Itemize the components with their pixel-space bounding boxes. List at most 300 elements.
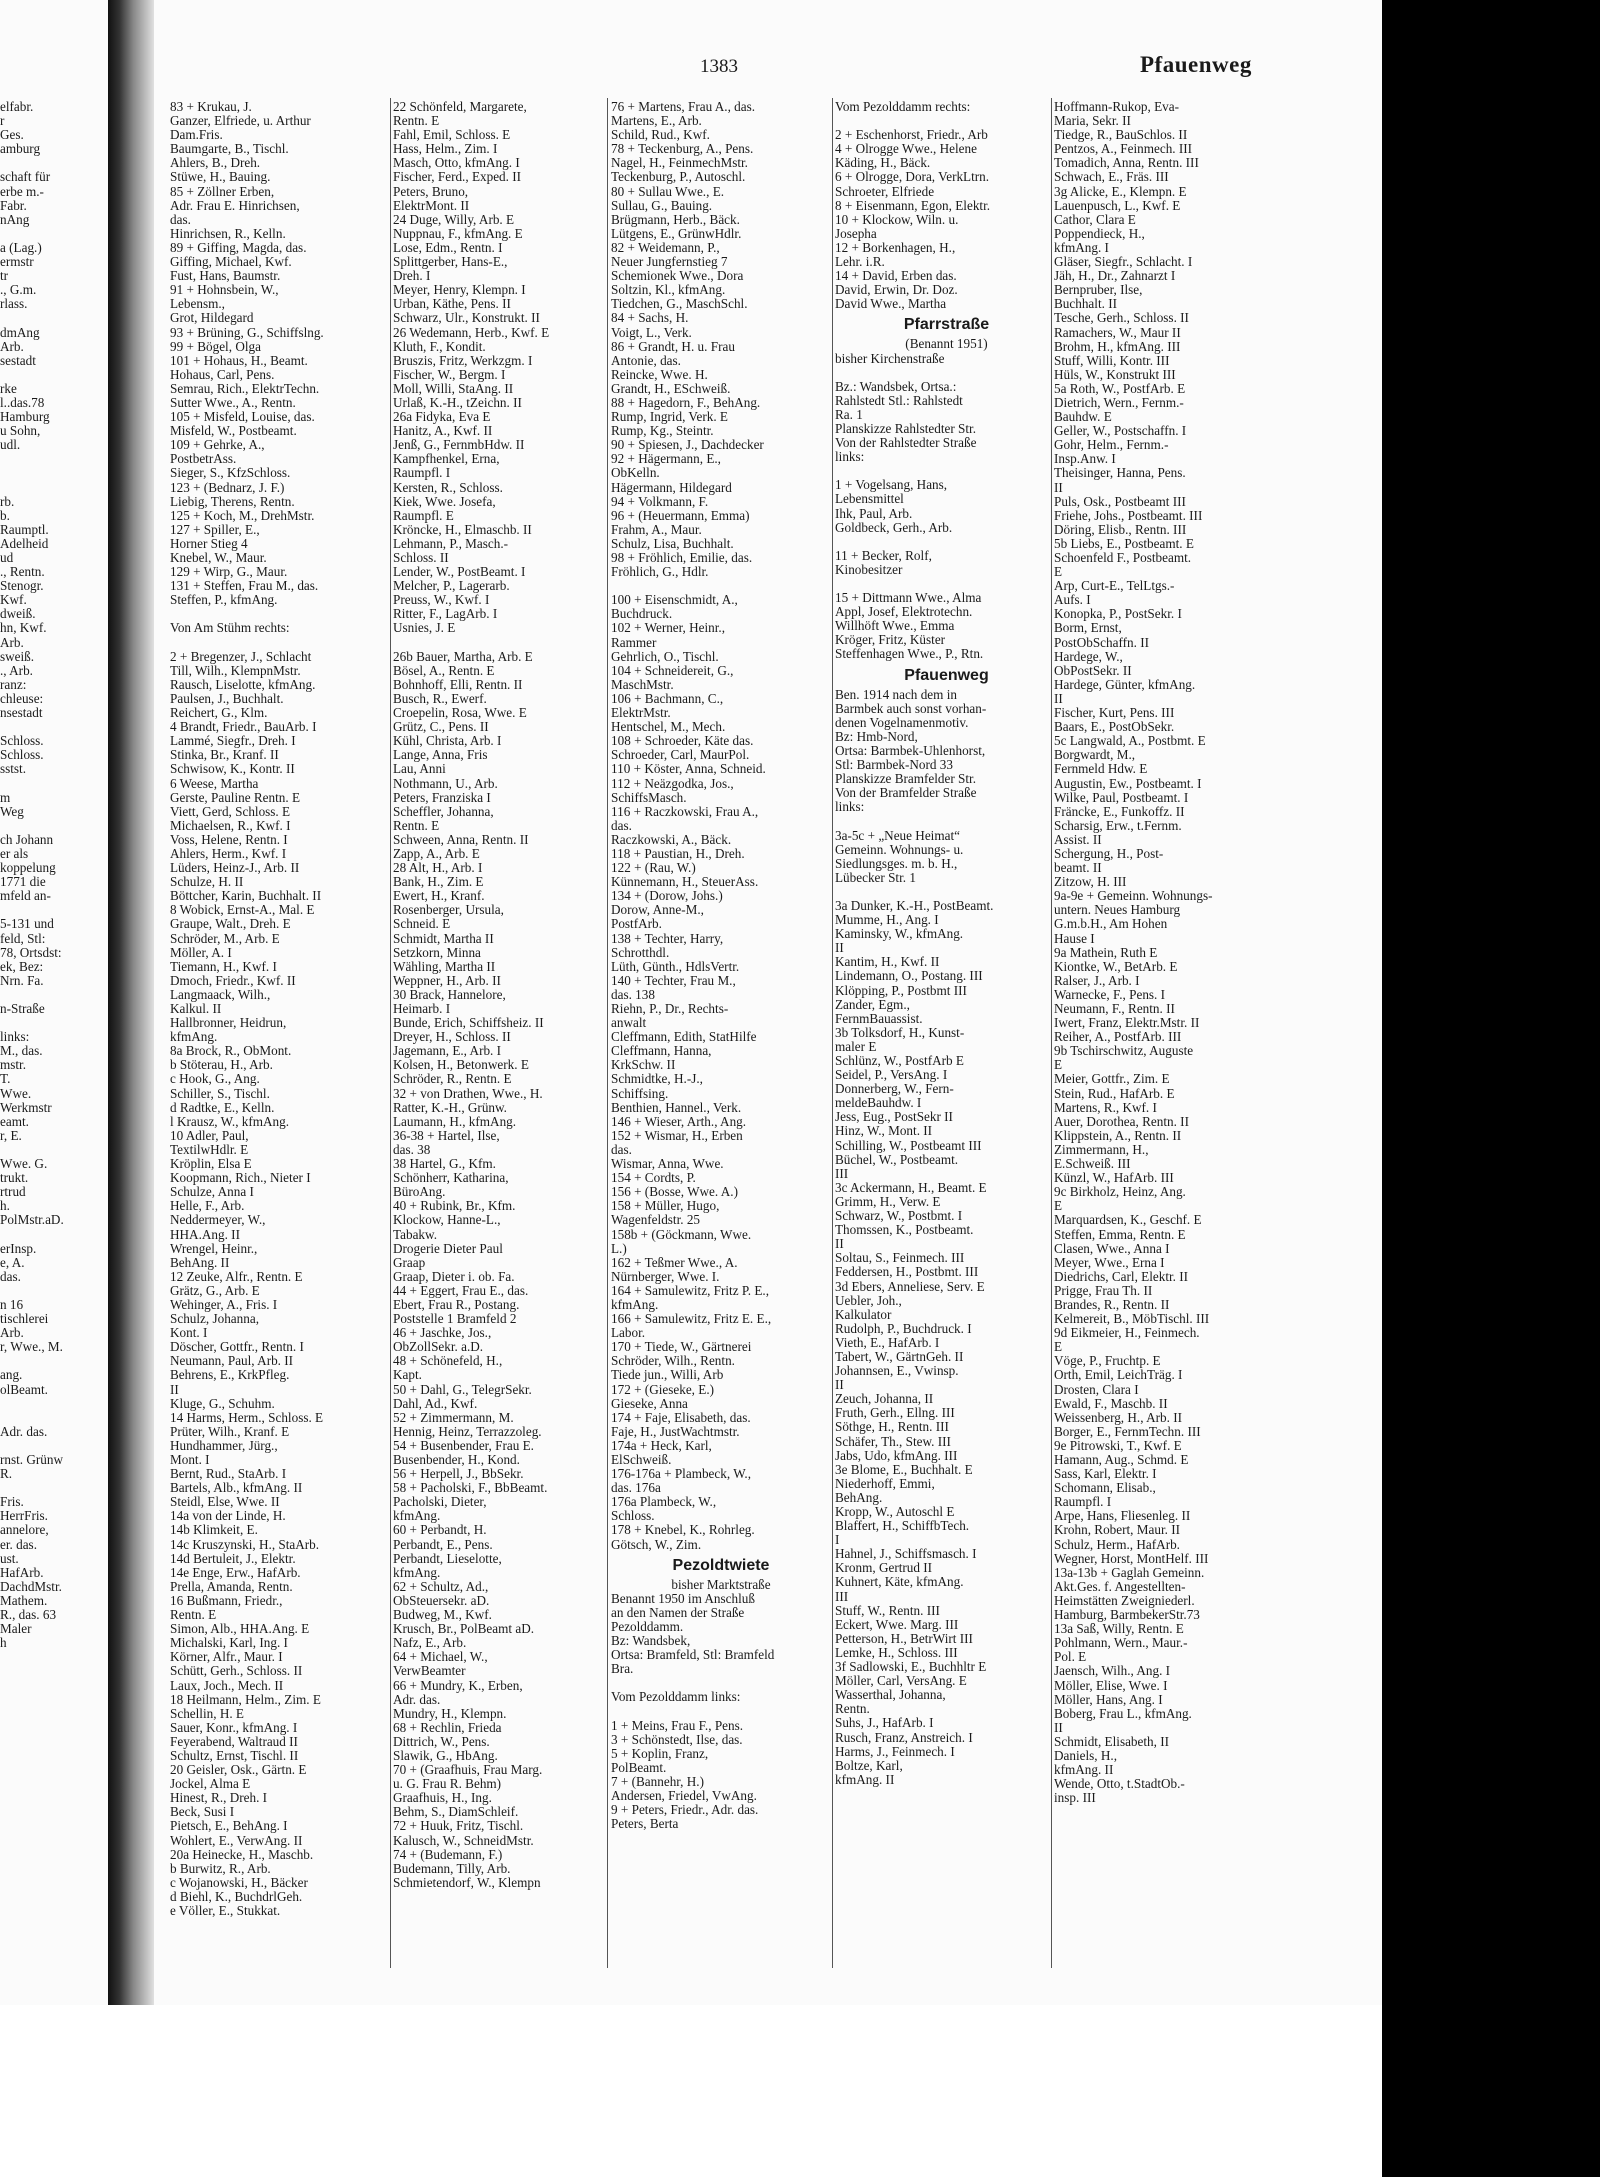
directory-line: Splittgerber, Hans-E., [393,254,508,270]
directory-line: III [835,1588,849,1604]
directory-line: Kühl, Christa, Arb. I [393,733,502,749]
directory-line: Götsch, W., Zim. [611,1536,702,1552]
directory-line: Laumann, H., kfmAng. [393,1113,517,1129]
directory-line: Lemke, H., Schloss. III [835,1644,958,1660]
directory-line: 94 + Volkmann, F. [611,493,709,509]
directory-line: ElektrMstr. [611,705,671,721]
directory-line: Knebel, W., Maur. [170,550,267,565]
directory-line: Gieseke, Anna [611,1395,688,1411]
directory-line: Böttcher, Karin, Buchhalt. II [170,888,322,904]
directory-line: Ortsa: Barmbek-Uhlenhorst, [835,742,986,758]
directory-line: Gemeinn. Wohnungs- u. [835,841,964,857]
directory-line: Willhöft Wwe., Emma [835,618,955,634]
directory-line: h. [0,1198,10,1214]
directory-line: maler E [835,1038,877,1054]
directory-line: 92 + Hägermann, E., [611,451,721,467]
directory-line: PostfArb. [611,916,662,932]
directory-line: III [835,1165,849,1181]
directory-line: Kluth, F., Kondit. [393,338,486,354]
directory-line: Busch, R., Ewerf. [393,690,487,706]
directory-line [0,156,98,170]
directory-line: 152 + Wismar, H., Erben [611,1127,743,1143]
directory-line: 14 + David, Erben das. [835,268,957,284]
directory-line: Adr. Frau E. Hinrichsen, [170,197,300,213]
directory-line: 170 + Tiede, W., Gärtnerei [611,1339,752,1355]
directory-line: l..das.78 [0,394,45,410]
directory-line: Kwf. [0,592,27,608]
directory-line: 125 + Koch, M., DrehMstr. [170,507,315,523]
directory-line: Schulz, Johanna, [170,1311,259,1327]
directory-line: II [1054,1719,1063,1735]
directory-line: links: [0,1029,30,1045]
directory-line: ., Arb. [0,662,33,678]
directory-line: 28 Alt, H., Arb. I [393,860,483,876]
directory-line [0,227,98,241]
directory-line: 8 + Eisenmann, Egon, Elektr. [835,197,991,213]
directory-line: Vom Pezolddamm rechts: [835,100,971,114]
directory-line: Schrotthdl. [611,944,670,960]
directory-line: 54 + Busenbender, Frau E. [393,1437,534,1453]
directory-line: Behm, S., DiamSchleif. [393,1804,519,1820]
directory-line: Bernt, Rud., StaArb. I [170,1466,287,1482]
directory-line: Werkmstr [0,1099,52,1115]
directory-line: Von Am Stühm rechts: [170,620,290,636]
directory-line: Michaelsen, R., Kwf. I [170,817,291,833]
directory-line: T. [0,1071,11,1087]
directory-line: Ewald, F., Maschb. II [1054,1395,1168,1411]
directory-line: Kluge, G., Schuhm. [170,1395,275,1411]
directory-line: Lütgens, E., GrünwHdlr. [611,225,742,241]
directory-line [0,1354,98,1368]
directory-line: 134 + (Dorow, Johs.) [611,888,723,904]
street-heading-pezoldtwiete: Pezoldtwiete [672,1556,770,1574]
directory-line: er. das. [0,1536,37,1552]
directory-line: Meier, Gottfr., Zim. E [1054,1071,1170,1087]
directory-line: tischlerei [0,1311,49,1327]
directory-line: 83 + Krukau, J. [170,100,252,114]
directory-line: Jäh, H., Dr., Zahnarzt I [1054,268,1176,284]
directory-line: Bösel, A., Rentn. E [393,662,495,678]
directory-line: 174 + Faje, Elisabeth, das. [611,1409,751,1425]
directory-line: 86 + Grandt, H. u. Frau [611,338,735,354]
directory-line: Gohr, Helm., Fernm.- [1054,437,1169,453]
directory-line: 172 + (Gieseke, E.) [611,1381,715,1397]
directory-line: Rammer [611,634,657,650]
directory-line: Dreyer, H., Schloss. II [393,1029,511,1045]
directory-line: d Radtke, E., Kelln. [170,1099,275,1115]
directory-line: dmAng [0,324,40,340]
directory-line: Kapt. [393,1367,422,1383]
directory-line: Kröger, Fritz, Küster [835,632,946,648]
directory-line: Tiede jun., Willi, Arb [611,1367,724,1383]
directory-line: 129 + Wirp, G., Maur. [170,564,288,580]
directory-line: Fruth, Gerh., Ellng. III [835,1405,955,1421]
directory-line: 96 + (Heuermann, Emma) [611,507,750,523]
directory-line: Kantim, H., Kwf. II [835,954,940,970]
pfarrstrasse-entries [835,352,1058,662]
directory-line: Schwarz, W., Postbmt. I [835,1208,963,1224]
directory-line: Masch, Otto, kfmAng. I [393,155,520,171]
directory-line: Rentn. E [170,1607,217,1623]
directory-line: Dietrich, Wern., Fernm.- [1054,394,1184,410]
directory-line: Hoffmann-Rukop, Eva- [1054,100,1180,114]
directory-line: l Krausz, W., kfmAng. [170,1113,290,1129]
directory-line: II [170,1381,179,1397]
directory-line: Schwisow, K., Kontr. II [170,761,295,777]
directory-line: SchiffsMasch. [611,789,687,805]
directory-line: Michalski, Karl, Ing. I [170,1635,288,1651]
directory-line: kfmAng. II [1054,1762,1114,1778]
directory-line: Martens, E., Arb. [611,113,702,129]
directory-line: 6 + Olrogge, Dora, VerkLtrn. [835,169,990,185]
directory-line: Dreh. I [393,268,431,284]
directory-line: Hinest, R., Dreh. I [170,1790,268,1806]
directory-line: Fischer, Ferd., Exped. II [393,169,522,185]
directory-line: Benthien, Hannel., Verk. [611,1099,742,1115]
directory-line: eamt. [0,1113,29,1129]
directory-line: Von der Bramfelder Straße [835,785,977,801]
directory-line: Barmbek auch sonst vorhan- [835,700,987,716]
left-page-fragment [0,100,98,1650]
directory-line: Konopka, P., PostSekr. I [1054,606,1182,622]
directory-line: ud [0,550,14,565]
directory-line: E.Schweiß. III [1054,1156,1131,1172]
directory-line: 50 + Dahl, G., TelegrSekr. [393,1381,532,1397]
directory-column-4 [835,100,1058,1787]
directory-line: R. [0,1466,13,1482]
directory-line: Tesche, Gerh., Schloss. II [1054,310,1189,326]
directory-line: Fischer, Kurt, Pens. III [1054,705,1175,721]
directory-line [835,535,1058,549]
directory-line: Nuppnau, F., kfmAng. E [393,225,523,241]
directory-line: Meyer, Wwe., Erna I [1054,1254,1165,1270]
directory-line: Rentn. E [393,113,440,129]
directory-line: 11 + Becker, Rolf, [835,547,932,563]
directory-line: Viett, Gerd, Schloss. E [170,803,291,819]
directory-line: Wrengel, Heinr., [170,1240,258,1256]
directory-line: Planskizze Rahlstedter Str. [835,420,977,436]
directory-line: Buchdruck. [611,606,673,622]
directory-line: Lebensm., [170,296,225,312]
directory-line: E [1054,1057,1063,1073]
directory-line: HafArb. [0,1564,44,1580]
directory-line: Prüter, Wilh., Kranf. E [170,1423,290,1439]
directory-line: Hundhammer, Jürg., [170,1437,278,1453]
directory-line: 72 + Huuk, Fritz, Tischl. [393,1818,524,1834]
directory-line: 91 + Hohnsbein, W., [170,282,279,298]
directory-line: das. [170,211,191,227]
directory-line: 14a von der Linde, H. [170,1508,286,1524]
directory-line: Jenß, G., FernmbHdw. II [393,437,525,453]
directory-line: 9a Mathein, Ruth E [1054,944,1158,960]
directory-line: Croepelin, Rosa, Wwe. E [393,705,527,721]
directory-line: 101 + Hohaus, H., Beamt. [170,352,308,368]
directory-line: Melcher, P., Lagerarb. [393,578,510,594]
directory-line [835,577,1058,591]
directory-line: Auer, Dorothea, Rentn. II [1054,1113,1189,1129]
directory-line: untern. Neues Hamburg [1054,902,1181,918]
directory-line: mfeld an- [0,888,51,904]
directory-line: 56 + Herpell, J., BbSekr. [393,1466,524,1482]
directory-line: Klockow, Hanne-L., [393,1212,501,1228]
directory-line: Schneid. E [393,916,451,932]
directory-line: chleuse: [0,690,44,706]
directory-line: 3c Ackermann, H., Beamt. E [835,1179,987,1195]
directory-line: kfmAng. II [835,1771,895,1787]
directory-line: 5c Langwald, A., Postbmt. E [1054,733,1206,749]
directory-line: Baumgarte, B., Tischl. [170,141,289,157]
directory-line: Behrens, E., KrkPfleg. [170,1367,290,1383]
directory-line: Wasserthal, Johanna, [835,1687,946,1703]
directory-column-1 [170,100,388,1918]
directory-line: VerwBeamter [393,1663,466,1679]
directory-line: Peters, Berta [611,1816,679,1832]
directory-line: 2 + Bregenzer, J., Schlacht [170,648,312,664]
pezoldtwiete-right-entries [835,100,1058,311]
directory-line: Ratter, K.-H., Grünw. [393,1099,507,1115]
directory-line: Schroeter, Elfriede [835,183,935,199]
directory-line: 26b Bauer, Martha, Arb. E [393,648,533,664]
directory-line: Scheffler, Johanna, [393,803,494,819]
directory-line: 88 + Hagedorn, F., BehAng. [611,394,761,410]
directory-line: Döscher, Gottfr., Rentn. I [170,1339,304,1355]
directory-line: Jess, Eug., PostSekr II [835,1109,953,1125]
directory-line [0,1143,98,1157]
directory-line: Wegner, Horst, MontHelf. III [1054,1550,1209,1566]
directory-line: 18 Heilmann, Helm., Zim. E [170,1691,321,1707]
directory-line: 9 + Peters, Friedr., Adr. das. [611,1802,759,1818]
directory-line: 156 + (Bosse, Wwe. A.) [611,1184,738,1200]
directory-line: Cleffmann, Edith, StatHilfe [611,1029,757,1045]
directory-line: Schwach, E., Fräs. III [1054,169,1169,185]
directory-line: Ortsa: Bramfeld, Stl: Bramfeld [611,1647,775,1663]
directory-line: Suhs, J., HafArb. I [835,1715,934,1731]
directory-line: Hamburg, BarmbekerStr.73 [1054,1607,1200,1623]
directory-line: 36-38 + Hartel, Ilse, [393,1127,500,1143]
directory-line: 8 Wobick, Ernst-A., Mal. E [170,902,315,918]
directory-line: DachdMstr. [0,1578,62,1594]
directory-line: b Burwitz, R., Arb. [170,1860,271,1876]
directory-line: 70 + (Graafhuis, Frau Marg. [393,1762,543,1778]
directory-line: Drogerie Dieter Paul [393,1240,503,1256]
directory-line: insp. III [1054,1790,1096,1806]
directory-line: 3a-5c + „Neue Heimat“ [835,827,960,843]
directory-line: Möller, Elise, Wwe. I [1054,1677,1168,1693]
directory-line: 78 + Teckenburg, A., Pens. [611,141,754,157]
directory-line: Fabr. [0,197,27,213]
directory-line: Büchel, W., Postbeamt. [835,1151,959,1167]
directory-line: ch Johann [0,831,54,847]
directory-line: M., das. [0,1043,43,1059]
directory-line: 22 Schönfeld, Margarete, [393,100,527,114]
directory-line: Hamburg [0,409,50,425]
directory-line [835,114,1058,128]
directory-line: Aufs. I [1054,592,1091,608]
directory-line: an den Namen der Straße [611,1604,745,1620]
directory-line: Bz.: Wandsbek, Ortsa.: [835,378,957,394]
directory-line: FernmBauassist. [835,1010,923,1026]
directory-line: Petterson, H., BetrWirt III [835,1630,973,1646]
directory-line: Jockel, Alma E [170,1776,251,1792]
directory-line: Tomadich, Anna, Rentn. III [1054,155,1199,171]
directory-line: nAng [0,211,30,227]
directory-line: das. [611,1141,632,1157]
directory-line: Sauer, Konr., kfmAng. I [170,1719,298,1735]
directory-line: Möller, Carl, VersAng. E [835,1673,967,1689]
directory-line: Schulz, Lisa, Buchhalt. [611,535,734,551]
directory-line: Graap, Dieter i. ob. Fa. [393,1268,515,1284]
directory-line: ang. [0,1367,23,1383]
directory-line: u. G. Frau R. Behm) [393,1776,502,1792]
directory-line: Thomssen, K., Postbeamt. [835,1222,974,1238]
directory-line: r, Wwe., M. [0,1339,63,1355]
directory-line: Bunde, Erich, Schiffsheiz. II [393,1015,544,1031]
directory-line: Schilling, W., Postbeamt III [835,1137,982,1153]
directory-line: kfmAng. [393,1508,441,1524]
directory-line: 108 + Schroeder, Käte das. [611,733,754,749]
column-rule [832,98,833,1968]
directory-line: Blaffert, H., SchiffbTech. [835,1518,970,1534]
directory-line: II [835,1236,844,1252]
directory-line: c Hook, G., Ang. [170,1071,260,1087]
directory-line: d Biehl, K., BuchdrlGeh. [170,1888,303,1904]
directory-line: Adr. das. [393,1691,441,1707]
directory-column-3 [611,100,831,1831]
directory-line: Neumann, Paul, Arb. II [170,1353,294,1369]
directory-line: 118 + Paustian, H., Dreh. [611,845,745,861]
directory-line: Till, Wilh., KlempnMstr. [170,662,301,678]
directory-line: Usnies, J. E [393,620,456,636]
directory-line: Lehmann, P., Masch.- [393,535,509,551]
directory-line: Rosenberger, Ursula, [393,902,504,918]
directory-line: Fahl, Emil, Schloss. E [393,127,511,143]
directory-line: Feddersen, H., Postbmt. III [835,1264,979,1280]
directory-line: das. [611,817,632,833]
directory-line: Moll, Willi, StaAng. II [393,380,514,396]
directory-line: n-Straße [0,1001,45,1016]
directory-line: 131 + Steffen, Frau M., das. [170,578,319,594]
directory-line: 138 + Techter, Harry, [611,930,724,946]
directory-line: 16 Bußmann, Friedr., [170,1592,283,1608]
directory-line: Paulsen, J., Buchhalt. [170,690,284,706]
directory-line: Labor. [611,1325,646,1341]
directory-line: n 16 [0,1296,24,1312]
directory-line: 3f Sadlowski, E., Buchhltr E [835,1659,987,1675]
directory-line: ObKelln. [611,465,660,481]
directory-line: 99 + Bögel, Olga [170,338,261,354]
directory-line: 3d Ebers, Anneliese, Serv. E [835,1278,985,1294]
directory-line: links: [835,449,865,465]
directory-line [0,819,98,833]
directory-line: Kalusch, W., SchneidMstr. [393,1832,534,1848]
directory-line: Neuer Jungfernstieg 7 [611,254,728,270]
directory-line: E [1054,1198,1063,1214]
directory-line: 68 + Rechlin, Frieda [393,1719,502,1735]
directory-line: 13a Saß, Willy, Rentn. E [1054,1621,1184,1637]
directory-line: Bra. [611,1661,634,1677]
directory-line: Lau, Anni [393,761,446,777]
directory-line: Jagemann, E., Arb. I [393,1043,502,1059]
directory-line: Liebig, Therens, Rentn. [170,493,295,509]
directory-line: 80 + Sullau Wwe., E. [611,183,725,199]
directory-line: 109 + Gehrke, A., [170,437,265,453]
directory-line: Arp, Curt-E., TelLtgs.- [1054,578,1175,594]
directory-line: 20a Heinecke, H., Maschb. [170,1846,314,1862]
directory-line: Pietsch, E., BehAng. I [170,1818,288,1834]
directory-line: 146 + Wieser, Arth., Ang. [611,1113,747,1129]
directory-line: Lindemann, O., Postang. III [835,968,983,984]
directory-line: h [0,1635,7,1651]
directory-line: 46 + Jaschke, Jos., [393,1325,492,1341]
directory-line: Teckenburg, P., Autoschl. [611,169,746,185]
directory-line: II [835,940,844,956]
directory-line: 162 + Teßmer Wwe., A. [611,1254,738,1270]
directory-line: Von der Rahlstedter Straße [835,435,977,451]
directory-line: Schwarz, Ulr., Konstrukt. II [393,310,540,326]
directory-line: Schiffsing. [611,1085,669,1101]
directory-line: Boberg, Frau L., kfmAng. [1054,1705,1192,1721]
directory-line: Perbandt, E., Pens. [393,1536,493,1552]
directory-line: Faje, H., JustWachtmstr. [611,1423,740,1439]
directory-line: Akt.Ges. f. Angestellten- [1054,1578,1186,1594]
directory-line: Rahlstedt Stl.: Rahlstedt [835,392,963,408]
directory-line: Martens, R., Kwf. I [1054,1099,1157,1115]
directory-line: Dahl, Ad., Kwf. [393,1395,478,1411]
directory-line: Möller, A. I [170,944,232,960]
directory-line: Graap [393,1254,426,1270]
directory-line [835,366,1058,380]
directory-line: Ralser, J., Arb. I [1054,972,1140,988]
directory-line: Stl: Barmbek-Nord 33 [835,757,953,773]
directory-line: Graupe, Walt., Dreh. E [170,916,291,932]
directory-line: Stuff, Willi, Kontr. III [1054,352,1170,368]
directory-line: Schloss. II [393,550,449,565]
directory-line: Lauenpusch, L., Kwf. E [1054,197,1181,213]
directory-line: tr [0,268,9,284]
directory-line: Orth, Emil, LeichTräg. I [1054,1367,1183,1383]
directory-line: Rentn. E [393,817,440,833]
directory-line: Andersen, Friedel, VwAng. [611,1788,757,1804]
directory-line: Grätz, G., Arb. E [170,1282,260,1298]
directory-line: ObZollSekr. a.D. [393,1339,484,1355]
directory-line: Kropp, W., Autoschl E [835,1504,955,1519]
directory-line: Reincke, Wwe. H. [611,366,708,382]
directory-line: Borm, Ernst, [1054,620,1122,636]
directory-column-2 [393,100,605,1890]
directory-line: Lose, Edm., Rentn. I [393,239,503,255]
directory-line: E [1054,564,1063,580]
directory-line: 14e Enge, Erw., HafArb. [170,1564,301,1580]
directory-line: ObPostSekr. II [1054,662,1132,678]
directory-line: PostbetrAss. [170,451,237,467]
directory-line: 66 + Mundry, K., Erben, [393,1677,523,1693]
directory-line: MaschMstr. [611,676,674,692]
directory-line: Grandt, H., ESchweiß. [611,380,731,396]
directory-line: trukt. [0,1170,29,1186]
directory-line: Nafz, E., Arb. [393,1635,467,1651]
directory-line: 7 + (Bannehr, H.) [611,1773,704,1789]
directory-line: Schomann, Elisab., [1054,1480,1156,1496]
directory-line: Kinobesitzer [835,561,903,577]
directory-line: Jaensch, Wilh., Ang. I [1054,1663,1171,1679]
column-rule [390,98,391,1968]
directory-line: Cleffmann, Hanna, [611,1043,712,1059]
directory-line: e, A. [0,1254,25,1270]
directory-line: 3b Tolksdorf, H., Kunst- [835,1024,965,1040]
directory-line: Schröder, R., Rentn. E [393,1071,512,1087]
directory-line: c Wojanowski, H., Bäcker [170,1874,308,1890]
directory-line: Donnerberg, W., Fern- [835,1081,954,1097]
